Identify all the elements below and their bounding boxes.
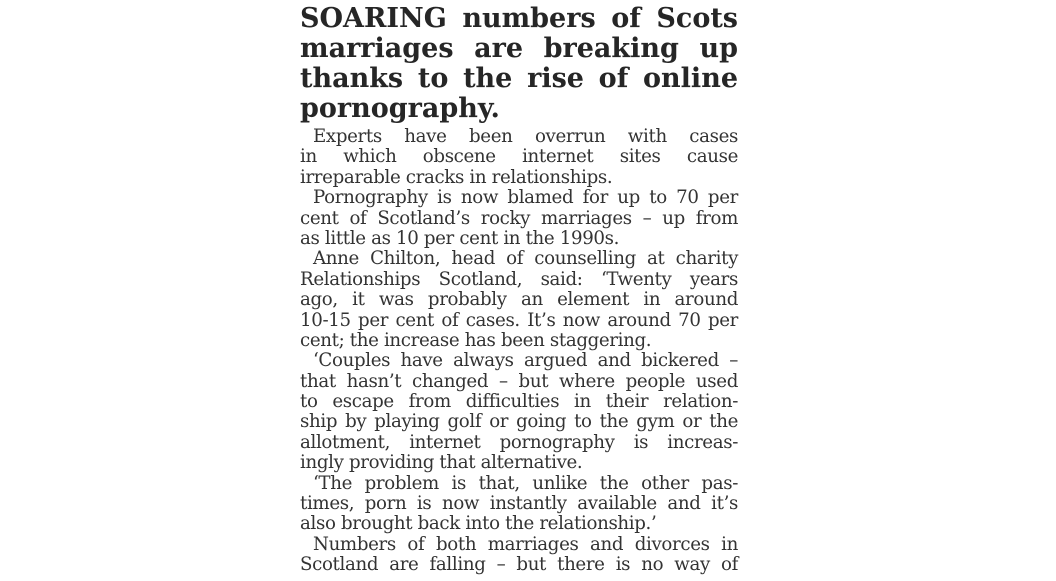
headline-line: marriages are breaking up [300, 33, 738, 64]
article-body [300, 127, 738, 576]
text-line: Scotland are falling – but there is no way of [300, 554, 738, 576]
text-line: in which obscene internet sites cause [300, 146, 738, 168]
paragraph-problem-quote [300, 474, 738, 535]
text-line: also brought back into the relationship.’ [300, 513, 657, 535]
paragraph-blame-statistic [300, 188, 738, 249]
text-line: to escape from difficulties in their relation- [300, 391, 738, 413]
paragraph-marriage-numbers [300, 535, 738, 576]
text-line: Anne Chilton, head of counselling at charity [313, 248, 738, 270]
text-line: that hasn’t changed – but where people used [300, 370, 738, 392]
text-line: cent; the increase has been staggering. [300, 329, 652, 351]
text-line: Experts have been overrun with cases [313, 126, 738, 147]
headline-line: SOARING numbers of Scots [300, 3, 738, 34]
paragraph-anne-chilton-quote [300, 249, 738, 351]
text-line: ingly providing that alternative. [300, 452, 583, 474]
text-line: ship by playing golf or going to the gym or the [300, 411, 738, 433]
text-line: 10-15 per cent of cases. It’s now around 70 per [300, 309, 738, 331]
text-line: Numbers of both marriages and divorces in [313, 533, 738, 555]
text-line: ‘Couples have always argued and bickered – [313, 350, 738, 372]
headline-line: pornography. [300, 93, 500, 124]
paragraph-couples-quote [300, 351, 738, 473]
text-line: Pornography is now blamed for up to 70 per [313, 187, 738, 209]
text-line: ‘The problem is that, unlike the other pas- [313, 472, 738, 494]
paragraph-experts [300, 127, 738, 188]
text-line: cent of Scotland’s rocky marriages – up from [300, 207, 738, 229]
text-line: ago, it was probably an element in around [300, 289, 738, 311]
text-line: as little as 10 per cent in the 1990s. [300, 227, 620, 249]
newspaper-article [300, 4, 738, 576]
text-line: Relationships Scotland, said: ‘Twenty years [300, 268, 738, 290]
text-line: allotment, internet pornography is increas- [300, 431, 738, 453]
text-line: times, porn is now instantly available and it’s [300, 493, 738, 515]
article-headline [300, 4, 738, 124]
text-line: irreparable cracks in relationships. [300, 166, 613, 188]
headline-line: thanks to the rise of online [300, 63, 738, 94]
